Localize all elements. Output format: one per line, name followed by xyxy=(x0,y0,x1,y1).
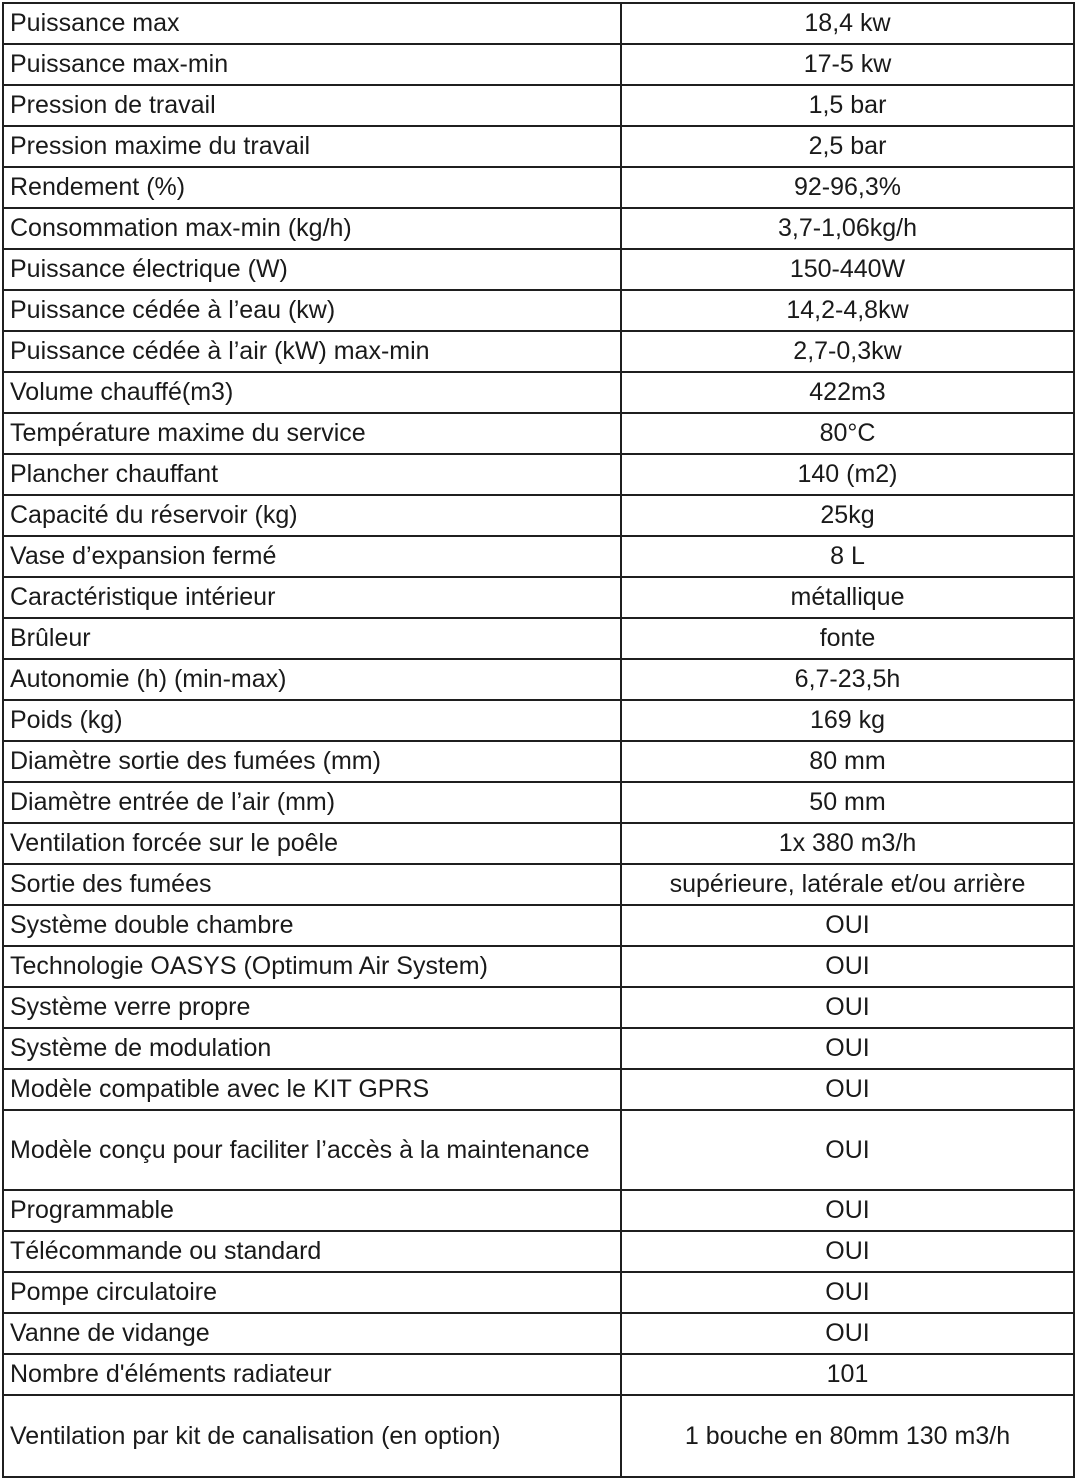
spec-row xyxy=(3,536,1074,577)
spec-value: 101 xyxy=(621,1354,1074,1395)
spec-label: Puissance cédée à l’air (kW) max-min xyxy=(3,331,621,372)
spec-label: Puissance max xyxy=(3,3,621,44)
spec-value: OUI xyxy=(621,1231,1074,1272)
spec-row xyxy=(3,577,1074,618)
spec-value: 2,5 bar xyxy=(621,126,1074,167)
spec-value: OUI xyxy=(621,946,1074,987)
spec-row xyxy=(3,1190,1074,1231)
spec-value: 2,7-0,3kw xyxy=(621,331,1074,372)
spec-table-body xyxy=(3,3,1074,1477)
spec-row xyxy=(3,1110,1074,1190)
spec-row xyxy=(3,44,1074,85)
spec-row xyxy=(3,495,1074,536)
spec-row xyxy=(3,700,1074,741)
spec-label: Diamètre sortie des fumées (mm) xyxy=(3,741,621,782)
spec-row xyxy=(3,1069,1074,1110)
spec-row xyxy=(3,1028,1074,1069)
spec-label: Système double chambre xyxy=(3,905,621,946)
spec-label: Télécommande ou standard xyxy=(3,1231,621,1272)
spec-value: 3,7-1,06kg/h xyxy=(621,208,1074,249)
spec-label: Nombre d'éléments radiateur xyxy=(3,1354,621,1395)
spec-value: 422m3 xyxy=(621,372,1074,413)
spec-row xyxy=(3,208,1074,249)
spec-value: OUI xyxy=(621,905,1074,946)
spec-row xyxy=(3,3,1074,44)
spec-label: Autonomie (h) (min-max) xyxy=(3,659,621,700)
spec-label: Brûleur xyxy=(3,618,621,659)
spec-value: 25kg xyxy=(621,495,1074,536)
spec-row xyxy=(3,1395,1074,1477)
spec-value: 50 mm xyxy=(621,782,1074,823)
spec-row xyxy=(3,167,1074,208)
spec-label: Système verre propre xyxy=(3,987,621,1028)
spec-row xyxy=(3,372,1074,413)
spec-label: Ventilation forcée sur le poêle xyxy=(3,823,621,864)
spec-label: Diamètre entrée de l’air (mm) xyxy=(3,782,621,823)
spec-row xyxy=(3,905,1074,946)
spec-value: OUI xyxy=(621,1313,1074,1354)
spec-value: OUI xyxy=(621,1069,1074,1110)
spec-row xyxy=(3,659,1074,700)
spec-value: 14,2-4,8kw xyxy=(621,290,1074,331)
spec-row xyxy=(3,782,1074,823)
spec-value: 1,5 bar xyxy=(621,85,1074,126)
spec-label: Vase d’expansion fermé xyxy=(3,536,621,577)
spec-value: 8 L xyxy=(621,536,1074,577)
spec-label: Puissance électrique (W) xyxy=(3,249,621,290)
spec-row xyxy=(3,864,1074,905)
spec-value: 18,4 kw xyxy=(621,3,1074,44)
spec-value: 80 mm xyxy=(621,741,1074,782)
spec-label: Programmable xyxy=(3,1190,621,1231)
spec-label: Technologie OASYS (Optimum Air System) xyxy=(3,946,621,987)
spec-row xyxy=(3,1272,1074,1313)
spec-value: 92-96,3% xyxy=(621,167,1074,208)
spec-value: OUI xyxy=(621,1272,1074,1313)
spec-label: Pression maxime du travail xyxy=(3,126,621,167)
spec-value: 6,7-23,5h xyxy=(621,659,1074,700)
spec-label: Modèle compatible avec le KIT GPRS xyxy=(3,1069,621,1110)
spec-row xyxy=(3,331,1074,372)
spec-label: Puissance cédée à l’eau (kw) xyxy=(3,290,621,331)
spec-label: Poids (kg) xyxy=(3,700,621,741)
spec-value: OUI xyxy=(621,1190,1074,1231)
spec-value: supérieure, latérale et/ou arrière xyxy=(621,864,1074,905)
spec-row xyxy=(3,1231,1074,1272)
spec-label: Pompe circulatoire xyxy=(3,1272,621,1313)
spec-row xyxy=(3,413,1074,454)
spec-label: Vanne de vidange xyxy=(3,1313,621,1354)
spec-label: Rendement (%) xyxy=(3,167,621,208)
spec-value: OUI xyxy=(621,1028,1074,1069)
spec-label: Plancher chauffant xyxy=(3,454,621,495)
spec-value: 1x 380 m3/h xyxy=(621,823,1074,864)
spec-value: 17-5 kw xyxy=(621,44,1074,85)
spec-row xyxy=(3,946,1074,987)
spec-label: Caractéristique intérieur xyxy=(3,577,621,618)
spec-label: Puissance max-min xyxy=(3,44,621,85)
spec-label: Système de modulation xyxy=(3,1028,621,1069)
spec-row xyxy=(3,454,1074,495)
spec-value: 140 (m2) xyxy=(621,454,1074,495)
spec-label: Pression de travail xyxy=(3,85,621,126)
spec-row xyxy=(3,741,1074,782)
spec-row xyxy=(3,823,1074,864)
spec-value: OUI xyxy=(621,987,1074,1028)
spec-value: fonte xyxy=(621,618,1074,659)
spec-value: OUI xyxy=(621,1110,1074,1190)
spec-value: 80°C xyxy=(621,413,1074,454)
spec-value: 150-440W xyxy=(621,249,1074,290)
spec-row xyxy=(3,987,1074,1028)
spec-value: 169 kg xyxy=(621,700,1074,741)
spec-table xyxy=(2,2,1075,1478)
spec-row xyxy=(3,618,1074,659)
spec-label: Température maxime du service xyxy=(3,413,621,454)
spec-row xyxy=(3,1354,1074,1395)
spec-value: métallique xyxy=(621,577,1074,618)
spec-row xyxy=(3,290,1074,331)
spec-row xyxy=(3,126,1074,167)
spec-label: Capacité du réservoir (kg) xyxy=(3,495,621,536)
spec-label: Consommation max-min (kg/h) xyxy=(3,208,621,249)
spec-value: 1 bouche en 80mm 130 m3/h xyxy=(621,1395,1074,1477)
spec-label: Modèle conçu pour faciliter l’accès à la maintenance xyxy=(3,1110,621,1190)
spec-row xyxy=(3,249,1074,290)
spec-label: Ventilation par kit de canalisation (en option) xyxy=(3,1395,621,1477)
spec-label: Sortie des fumées xyxy=(3,864,621,905)
spec-row xyxy=(3,85,1074,126)
spec-label: Volume chauffé(m3) xyxy=(3,372,621,413)
spec-row xyxy=(3,1313,1074,1354)
